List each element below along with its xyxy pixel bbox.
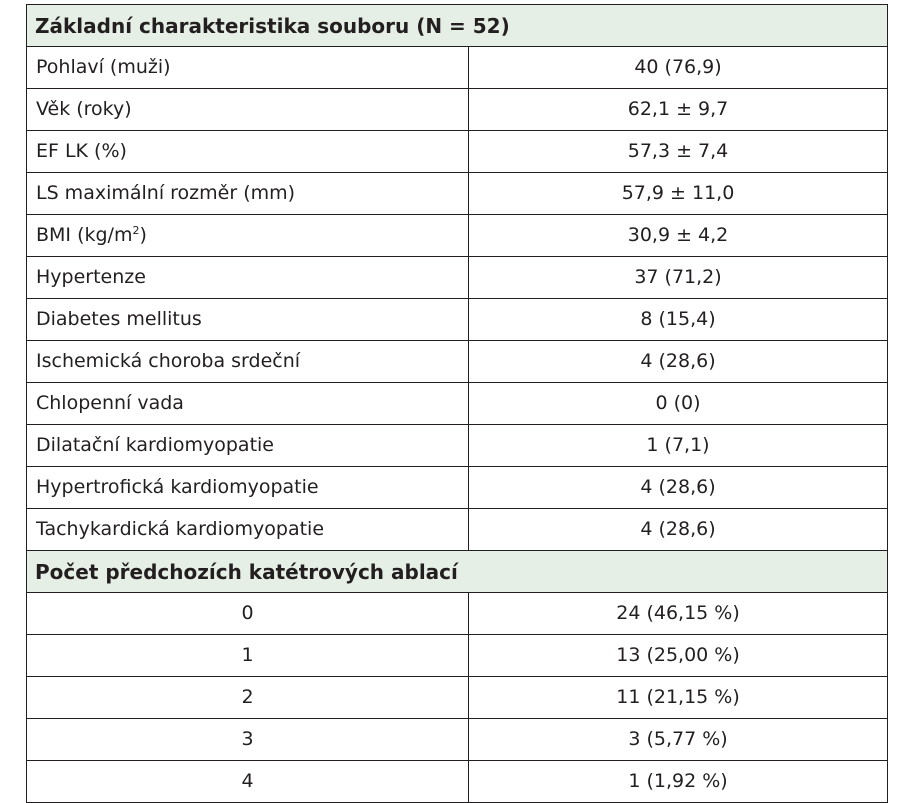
ablation-value: 24 (46,15 %): [469, 593, 888, 635]
row-label: Hypertenze: [27, 257, 469, 299]
row-label: LS maximální rozměr (mm): [27, 173, 469, 215]
row-value: 37 (71,2): [469, 257, 888, 299]
table-row: [27, 509, 888, 551]
table-row: [27, 173, 888, 215]
row-label: Věk (roky): [27, 89, 469, 131]
ablation-count: 4: [27, 761, 469, 803]
ablation-value: 1 (1,92 %): [469, 761, 888, 803]
table-row: [27, 131, 888, 173]
row-label: Hypertrofická kardiomyopatie: [27, 467, 469, 509]
row-label-bmi: [27, 215, 469, 257]
row-value: 0 (0): [469, 383, 888, 425]
section-header-row: [27, 5, 888, 47]
table-row: [27, 215, 888, 257]
row-label: Chlopenní vada: [27, 383, 469, 425]
table-row: [27, 761, 888, 803]
section-title-ablations: Počet předchozích katétrových ablací: [27, 551, 888, 593]
table-row: [27, 383, 888, 425]
table-row: [27, 425, 888, 467]
ablation-count: 3: [27, 719, 469, 761]
table-row: [27, 635, 888, 677]
row-value: 4 (28,6): [469, 509, 888, 551]
row-value: 30,9 ± 4,2: [469, 215, 888, 257]
row-label: Ischemická choroba srdeční: [27, 341, 469, 383]
ablation-value: 11 (21,15 %): [469, 677, 888, 719]
section-title-baseline: Základní charakteristika souboru (N = 52): [27, 5, 888, 47]
ablation-value: 3 (5,77 %): [469, 719, 888, 761]
ablation-count: 2: [27, 677, 469, 719]
row-label: Pohlaví (muži): [27, 47, 469, 89]
row-value: 4 (28,6): [469, 467, 888, 509]
table-row: [27, 677, 888, 719]
row-value: 8 (15,4): [469, 299, 888, 341]
row-value: 57,9 ± 11,0: [469, 173, 888, 215]
ablation-value: 13 (25,00 %): [469, 635, 888, 677]
table-row: [27, 299, 888, 341]
row-label: Diabetes mellitus: [27, 299, 469, 341]
table-row: [27, 47, 888, 89]
characteristics-table: [26, 4, 888, 803]
row-value: 62,1 ± 9,7: [469, 89, 888, 131]
row-value: 57,3 ± 7,4: [469, 131, 888, 173]
row-value: 1 (7,1): [469, 425, 888, 467]
table-row: [27, 719, 888, 761]
table-row: [27, 467, 888, 509]
row-label: EF LK (%): [27, 131, 469, 173]
row-label: Dilatační kardiomyopatie: [27, 425, 469, 467]
table-row: [27, 89, 888, 131]
bmi-label-close: ): [139, 224, 147, 246]
section-header-row: [27, 551, 888, 593]
ablation-count: 0: [27, 593, 469, 635]
row-value: 40 (76,9): [469, 47, 888, 89]
row-value: 4 (28,6): [469, 341, 888, 383]
table-row: [27, 593, 888, 635]
ablation-count: 1: [27, 635, 469, 677]
table-row: [27, 257, 888, 299]
bmi-label-superscript: 2: [132, 224, 140, 237]
bmi-label-text: BMI (kg/m: [36, 224, 133, 246]
row-label: Tachykardická kardiomyopatie: [27, 509, 469, 551]
table-row: [27, 341, 888, 383]
